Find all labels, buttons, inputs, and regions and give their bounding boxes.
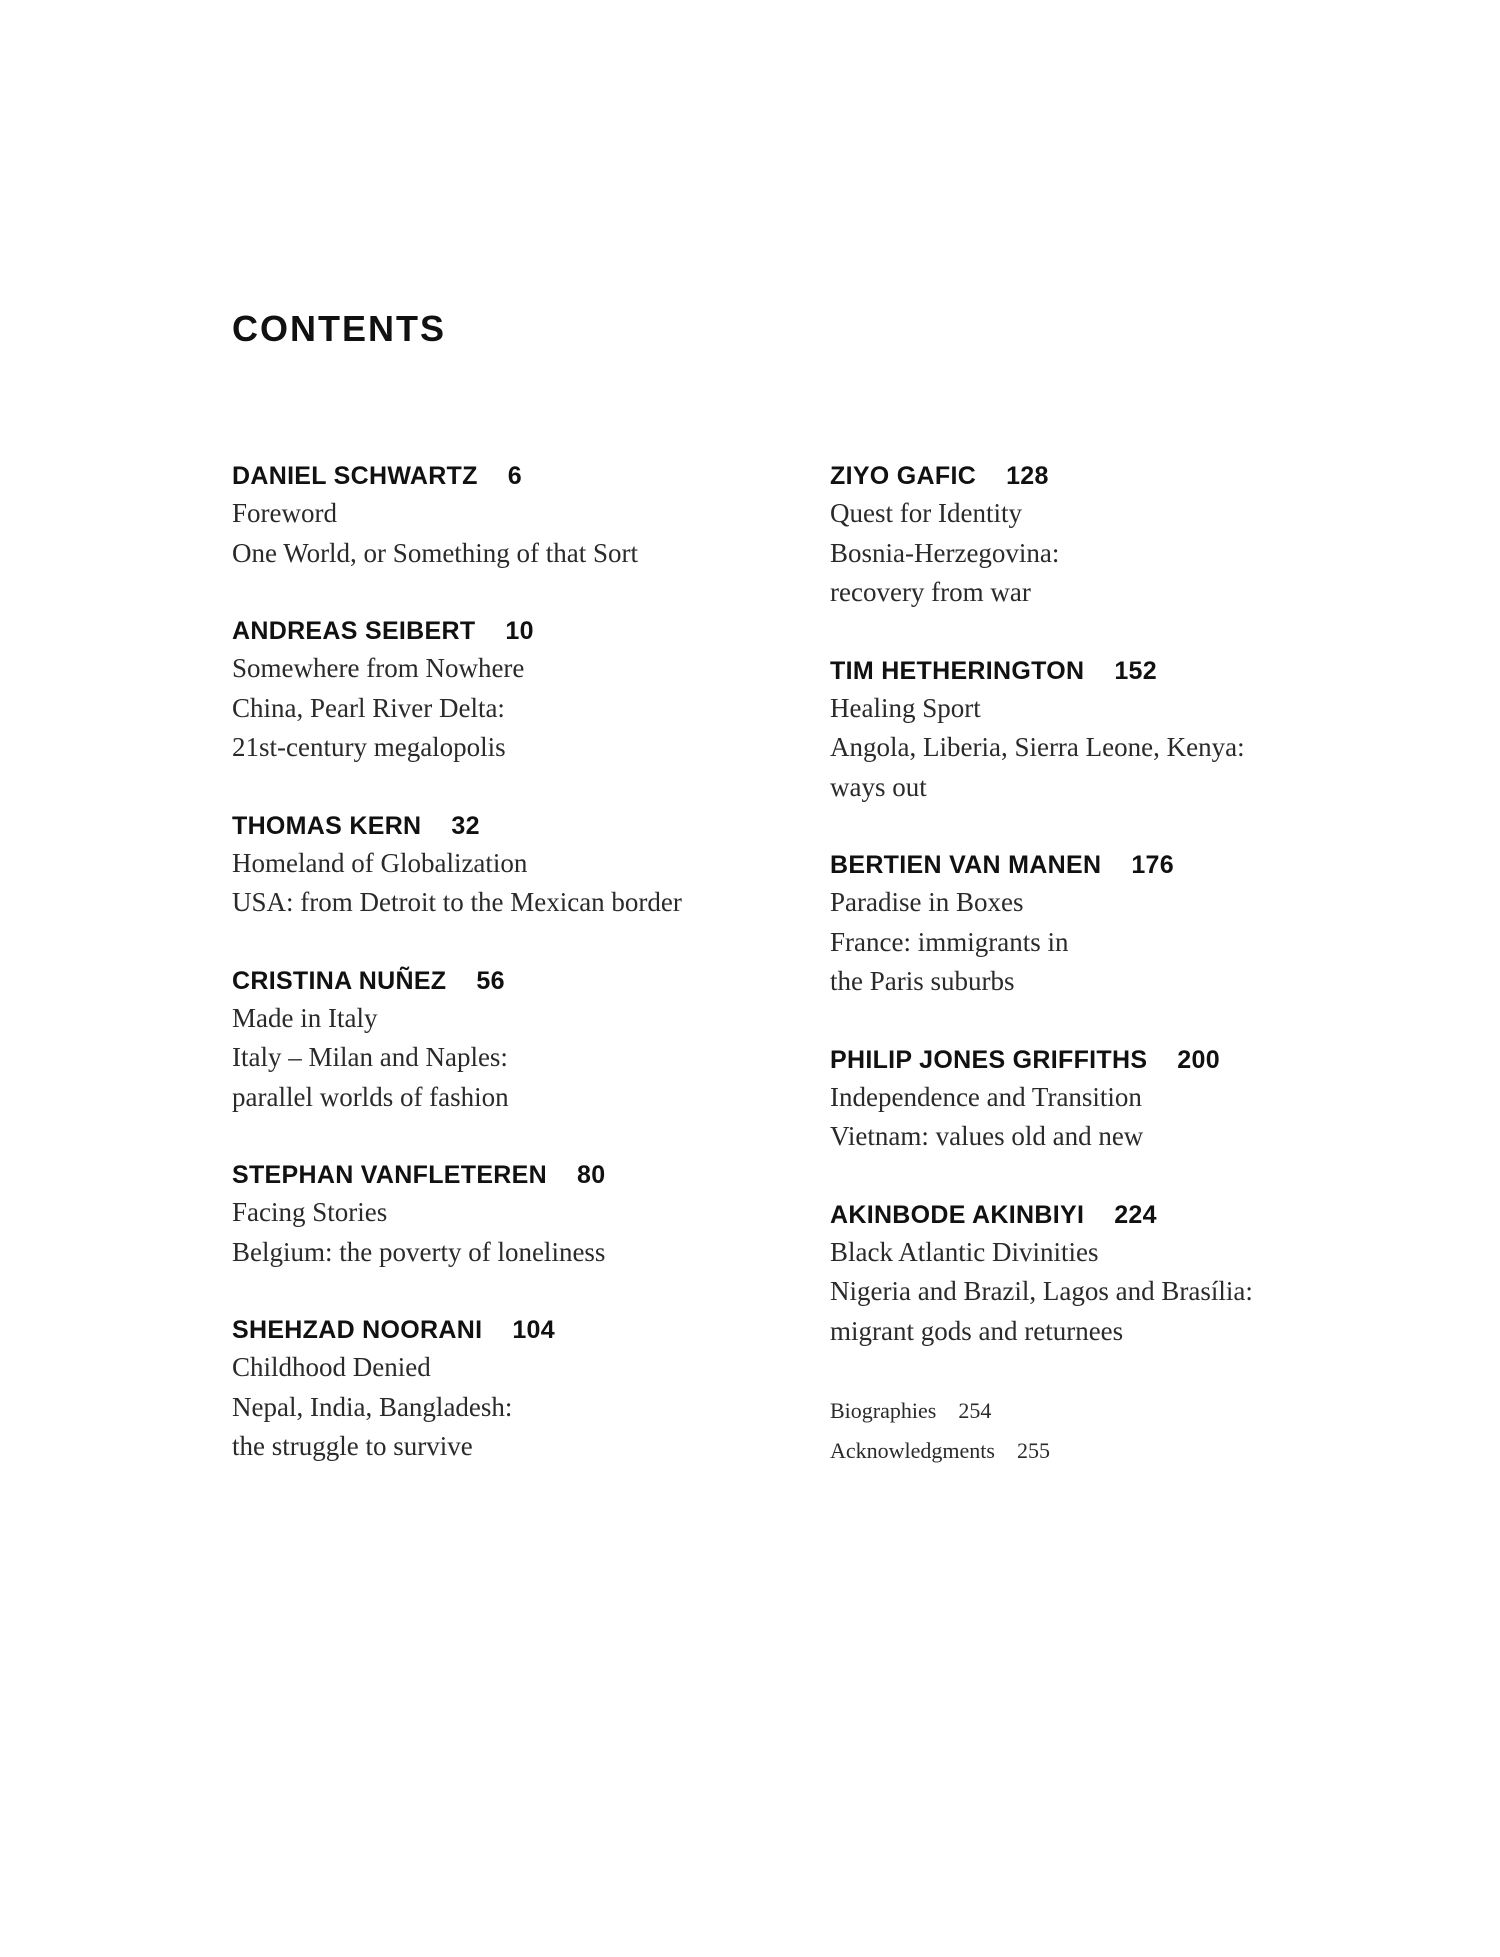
toc-entry[interactable] bbox=[232, 963, 792, 1118]
back-matter-label: Acknowledgments bbox=[830, 1437, 995, 1463]
entry-subtitle: Angola, Liberia, Sierra Leone, Kenya: bbox=[830, 732, 1245, 762]
entry-author: DANIEL SCHWARTZ bbox=[232, 462, 478, 490]
entry-subtitle: recovery from war bbox=[830, 577, 1031, 607]
entry-page-number: 128 bbox=[1006, 462, 1049, 490]
back-matter-item[interactable] bbox=[830, 1391, 1390, 1431]
entry-title: Black Atlantic Divinities bbox=[830, 1236, 1099, 1267]
entry-subtitle: USA: from Detroit to the Mexican border bbox=[232, 887, 682, 917]
back-matter-page-number: 254 bbox=[958, 1398, 992, 1423]
entry-subtitle: the Paris suburbs bbox=[830, 966, 1015, 996]
entry-author: TIM HETHERINGTON bbox=[830, 656, 1085, 685]
entry-heading bbox=[232, 458, 792, 494]
entry-title: Somewhere from Nowhere bbox=[232, 653, 525, 683]
entry-author: ANDREAS SEIBERT bbox=[232, 617, 476, 645]
entry-subtitle: Nepal, India, Bangladesh: bbox=[232, 1391, 513, 1422]
entry-page-number: 6 bbox=[507, 462, 522, 490]
entry-page-number: 152 bbox=[1114, 656, 1157, 685]
entry-title: Facing Stories bbox=[232, 1197, 388, 1227]
toc-entry[interactable] bbox=[232, 808, 792, 923]
entry-subtitle: Bosnia-Herzegovina: bbox=[830, 537, 1060, 568]
entry-heading bbox=[232, 1312, 792, 1348]
back-matter-label: Biographies bbox=[830, 1398, 937, 1423]
entry-author: CRISTINA NUÑEZ bbox=[232, 966, 447, 995]
entry-author: BERTIEN VAN MANEN bbox=[830, 851, 1102, 879]
entry-subtitle: Vietnam: values old and new bbox=[830, 1121, 1144, 1151]
entry-heading bbox=[830, 1042, 1390, 1078]
entry-author: THOMAS KERN bbox=[232, 811, 422, 840]
toc-entry[interactable] bbox=[232, 458, 792, 573]
entry-subtitle: 21st-century megalopolis bbox=[232, 732, 506, 762]
contents-column-left bbox=[232, 458, 792, 1507]
back-matter-page-number: 255 bbox=[1016, 1437, 1050, 1463]
entry-subtitle: the struggle to survive bbox=[232, 1431, 473, 1461]
back-matter-list bbox=[830, 1391, 1390, 1470]
toc-entry[interactable] bbox=[232, 1312, 792, 1467]
entry-subtitle: Nigeria and Brazil, Lagos and Brasília: bbox=[830, 1276, 1253, 1306]
back-matter-item[interactable] bbox=[830, 1431, 1390, 1471]
entry-heading bbox=[830, 1197, 1390, 1233]
entry-author: ZIYO GAFIC bbox=[830, 462, 977, 490]
entry-title: Homeland of Globalization bbox=[232, 847, 528, 878]
entry-title: Independence and Transition bbox=[830, 1081, 1142, 1112]
entry-heading bbox=[232, 613, 792, 649]
entry-subtitle: Italy – Milan and Naples: bbox=[232, 1042, 508, 1072]
entry-page-number: 10 bbox=[505, 617, 534, 645]
entry-title: Childhood Denied bbox=[232, 1352, 431, 1382]
toc-entry[interactable] bbox=[830, 1042, 1390, 1157]
entry-title: Healing Sport bbox=[830, 692, 981, 723]
entry-subtitle: One World, or Something of that Sort bbox=[232, 537, 639, 568]
entry-page-number: 56 bbox=[476, 966, 505, 995]
entry-subtitle: migrant gods and returnees bbox=[830, 1315, 1124, 1346]
entry-title: Quest for Identity bbox=[830, 498, 1022, 528]
entry-heading bbox=[232, 808, 792, 844]
entry-author: STEPHAN VANFLETEREN bbox=[232, 1161, 547, 1189]
entry-subtitle: France: immigrants in bbox=[830, 926, 1069, 957]
toc-entry[interactable] bbox=[232, 1157, 792, 1272]
toc-entry[interactable] bbox=[830, 458, 1390, 613]
entry-author: AKINBODE AKINBIYI bbox=[830, 1200, 1085, 1229]
entry-heading bbox=[830, 847, 1390, 883]
entry-title: Foreword bbox=[232, 498, 337, 528]
entry-page-number: 200 bbox=[1177, 1045, 1220, 1074]
page-title: CONTENTS bbox=[232, 308, 446, 349]
entry-subtitle: China, Pearl River Delta: bbox=[232, 692, 505, 723]
entry-title: Made in Italy bbox=[232, 1002, 378, 1033]
entry-author: SHEHZAD NOORANI bbox=[232, 1316, 483, 1344]
toc-entry[interactable] bbox=[830, 847, 1390, 1002]
entry-page-number: 224 bbox=[1114, 1200, 1157, 1229]
entry-heading bbox=[830, 653, 1390, 689]
entry-subtitle: Belgium: the poverty of loneliness bbox=[232, 1236, 606, 1267]
entry-author: PHILIP JONES GRIFFITHS bbox=[830, 1045, 1148, 1074]
entry-subtitle: parallel worlds of fashion bbox=[232, 1081, 509, 1112]
toc-entry[interactable] bbox=[830, 1197, 1390, 1352]
entry-heading bbox=[232, 963, 792, 999]
toc-entry[interactable] bbox=[232, 613, 792, 768]
contents-column-right bbox=[830, 458, 1390, 1470]
entry-subtitle: ways out bbox=[830, 771, 927, 802]
entry-heading bbox=[232, 1157, 792, 1193]
entry-title: Paradise in Boxes bbox=[830, 887, 1024, 917]
entry-heading bbox=[830, 458, 1390, 494]
toc-entry[interactable] bbox=[830, 653, 1390, 808]
entry-page-number: 80 bbox=[576, 1161, 606, 1189]
entry-page-number: 176 bbox=[1131, 851, 1174, 879]
entry-page-number: 104 bbox=[512, 1316, 555, 1344]
entry-page-number: 32 bbox=[451, 811, 480, 840]
